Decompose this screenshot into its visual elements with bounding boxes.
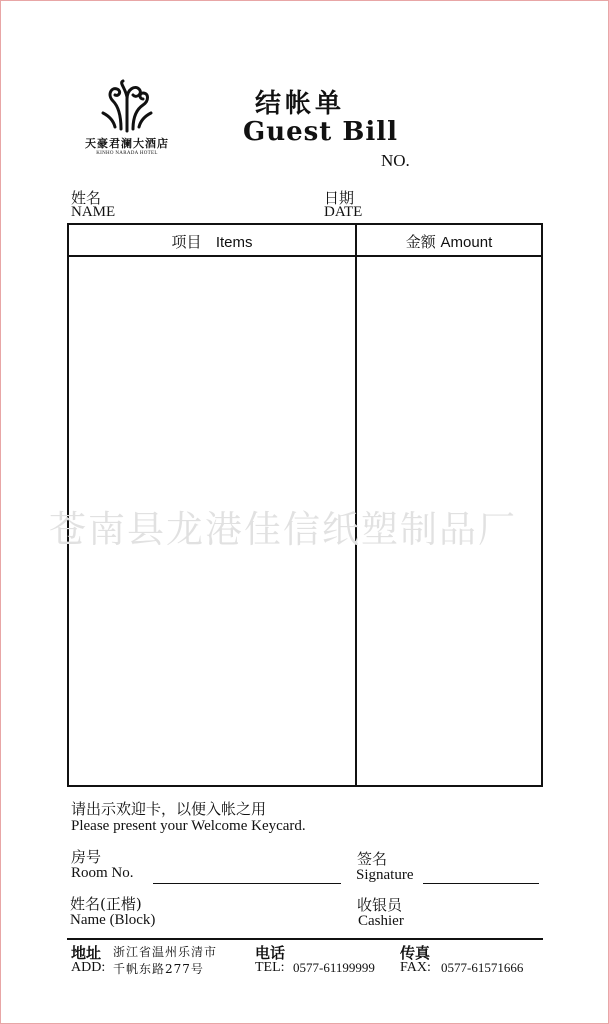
date-label-cn: 日期 [324,189,355,207]
title-en: Guest Bill [243,117,398,147]
date-label-en: DATE [324,204,363,220]
address-line-1: 浙江省温州乐清市 [113,945,218,959]
bill-number-label: NO. [381,151,410,170]
items-column-header [69,231,355,252]
signature-label-en: Signature [356,867,414,883]
table-header-row [69,225,541,257]
address-label-en: ADD: [71,960,106,975]
fax-value: 0577-61571666 [441,960,524,975]
name-label-en: NAME [71,204,116,220]
tel-label-en: TEL: [255,960,285,975]
amount-header-en: Amount [440,234,493,251]
room-number-line [153,883,341,884]
keycard-note-cn: 请出示欢迎卡，以便入帐之用 [71,800,267,818]
items-header-cn: 项目 [171,233,202,251]
name-label-cn: 姓名 [71,189,102,207]
signature-label-cn: 签名 [357,850,388,868]
hotel-name-en: KINHO NARADA HOTEL [96,151,158,156]
tel-label-cn: 电话 [255,944,286,962]
footer-rule [67,938,543,940]
tel-value: 0577-61199999 [293,960,375,975]
swirl-logo-icon [99,79,155,133]
fax-label-cn: 传真 [400,944,431,962]
signature-line [423,883,539,884]
cashier-label-en: Cashier [358,913,404,929]
amount-column-header [357,231,541,252]
fax-label-en: FAX: [400,960,431,975]
address-label-cn: 地址 [71,944,102,962]
watermark: 苍南县龙港佳信纸塑制品厂 [49,508,517,551]
cashier-label-cn: 收银员 [357,896,403,914]
room-label-cn: 房号 [71,848,102,866]
keycard-note-en: Please present your Welcome Keycard. [71,818,306,834]
items-header-en: Items [215,234,253,251]
title-cn: 结帐单 [255,89,346,119]
hotel-name-cn: 天豪君澜大酒店 [85,137,169,150]
block-name-label-en: Name (Block) [70,912,156,928]
block-name-label-cn: 姓名(正楷) [70,895,142,913]
hotel-logo [79,79,175,161]
room-label-en: Room No. [71,865,134,881]
amount-header-cn: 金额 [405,233,436,251]
address-line-2: 千帆东路277号 [113,962,204,976]
